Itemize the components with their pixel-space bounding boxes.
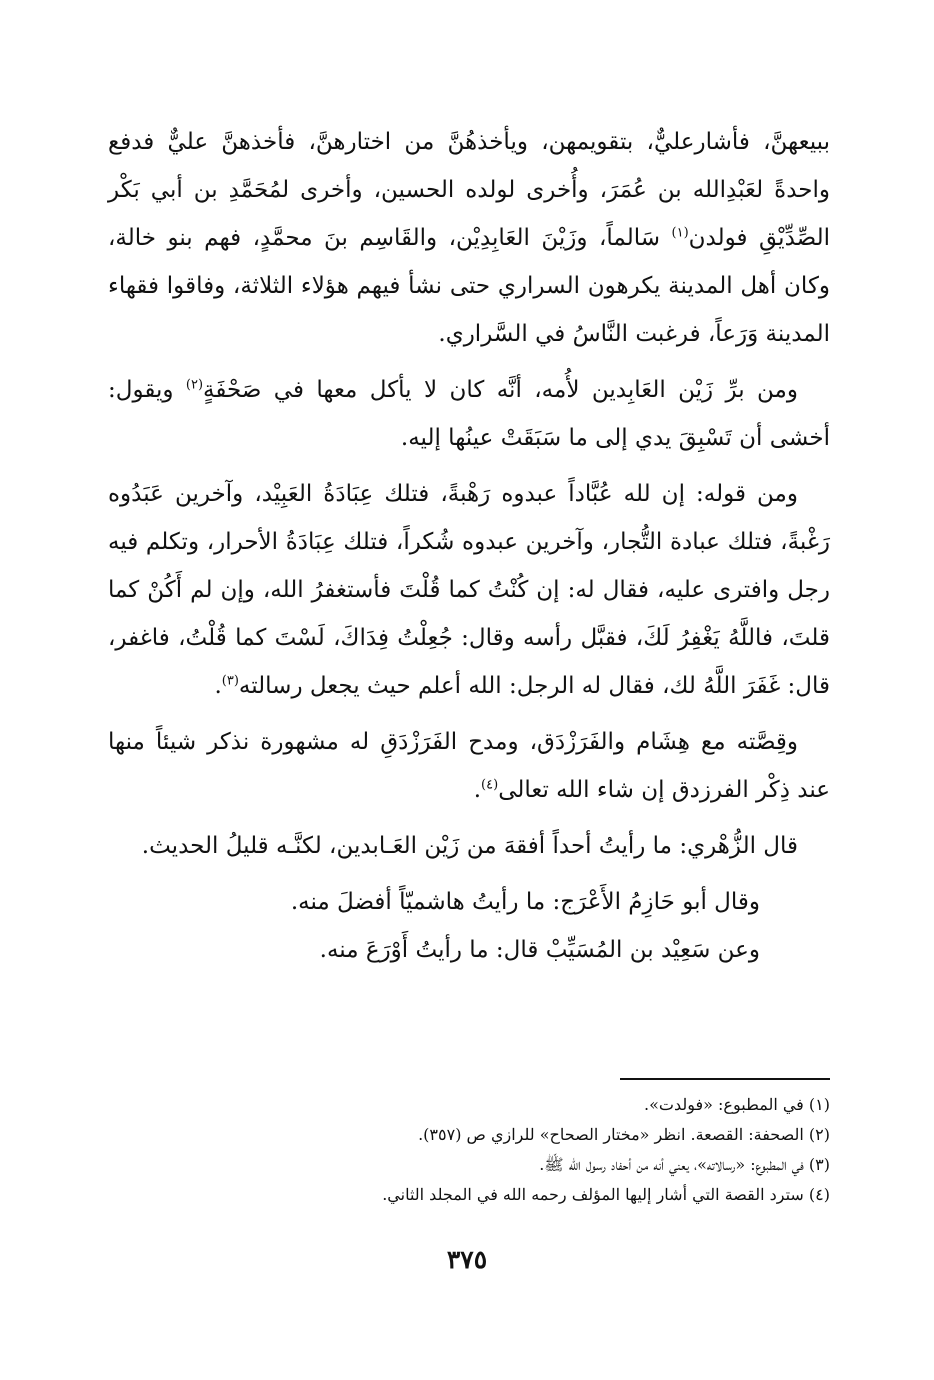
paragraph-4-text: وقِصَّته مع هِشَام والفَرَزْدَق، ومدح الفَرَزْدَقِ له مشهورة نذكر شيئاً منها عند ذِكْر الفرزدق إن شاء الله تعالى	[108, 729, 830, 803]
paragraph-1-text-rest: سَالماً، وزَيْنَ العَابِدِيْن، والقَاسِم بنَ محمَّدٍ، فهم بنو خالة، وكان أهل المدينة يكرهون السراري حتى نشأ فيهم هؤلاء الثلاثة، وفاقوا فقهاء المدينة وَرَعاً، فرغبت النَّاسُ في السَّراري.	[108, 225, 830, 347]
footnotes-section	[108, 1090, 830, 1210]
paragraph-6: وقال أبو حَازِمُ الأَعْرَج: ما رأيتُ هاشميّاً أفضلَ منه.	[290, 889, 760, 915]
footnote-ref-4: (٤)	[481, 777, 499, 793]
paragraph-2-text-rest: ويقول: أخشى أن تَسْبِقَ يدي إلى ما سَبَقَتْ عينُها إليه.	[108, 377, 830, 451]
paragraph-1	[108, 118, 830, 358]
paragraph-3	[108, 470, 830, 710]
paragraph-5: قال الزُّهْري: ما رأيتُ أحداً أفقهَ من زَيْن العَـابدين، لكنَّـه قليلُ الحديث.	[141, 833, 798, 859]
paragraph-2	[108, 366, 830, 462]
paragraph-1-text: ببيعهنَّ، فأشارعليٌّ، بتقويمهن، ويأخذهُنَّ من اختارهنَّ، فأخذهنَّ عليٌّ فدفع واحدةً لعَبْدِالله بن عُمَرَ، وأُخرى لولده الحسين، وأخرى لمُحَمَّدِ بن أبي بَكْر الصِّدِّيْقِ فولدن	[108, 129, 830, 251]
paragraph-4	[108, 718, 830, 814]
footnote-2: (٢) الصحفة: القصعة. انظر «مختار الصحاح» للرازي ص (٣٥٧).	[418, 1125, 830, 1144]
paragraph-3-text: ومن قوله: إن لله عُبَّاداً عبدوه رَهْبةً، فتلك عِبَادَةُ العَبِيْد، وآخرين عَبَدُوه رَغْبةً، فتلك عبادة التُّجار، وآخرين عبدوه شُكراً، فتلك عِبَادَةُ الأحرار، وتكلم فيه رجل وافترى عليه، فقال له: إن كُنْتُ كما قُلْتَ فأستغفرُ الله، وإن لم أَكُنْ كما قلتَ، فاللَّهُ يَغْفِرُ لَكَ، فقبَّل رأسه وقال: جُعِلْتُ فِدَاكَ، لَسْتَ كما قُلْتُ، فاغفر، قال: غَفَرَ اللَّهُ لك، فقال له الرجل: الله أعلم حيث يجعل رسالته	[108, 481, 830, 699]
footnote-3: (٣) في المطبوع: «رسالاته»، يعني أنه من أحفاد رسول الله ﷺ.	[539, 1155, 830, 1174]
paragraph-3-text-rest: .	[214, 673, 222, 699]
footnote-ref-3: (٣)	[221, 673, 239, 689]
paragraph-4-text-rest: .	[473, 777, 482, 803]
paragraph-7: وعن سَعِيْد بن المُسَيِّبْ قال: ما رأيتُ أَوْرَعَ منه.	[319, 937, 760, 963]
footnote-ref-2: (٢)	[185, 377, 204, 393]
footnote-4: (٤) سترد القصة التي أشار إليها المؤلف رحمه الله في المجلد الثاني.	[382, 1185, 830, 1204]
main-text-body	[108, 118, 830, 974]
paragraph-2-text: ومن برِّ زَيْن العَابِدين لأُمه، أنَّه كان لا يأكل معها في صَحْفَةٍ	[203, 377, 798, 403]
page-number: ٣٧٥	[446, 1245, 488, 1274]
footnote-ref-1: (١)	[671, 225, 689, 241]
footnote-1: (١) في المطبوع: «فولدت».	[644, 1095, 830, 1114]
footnote-separator	[620, 1078, 830, 1080]
